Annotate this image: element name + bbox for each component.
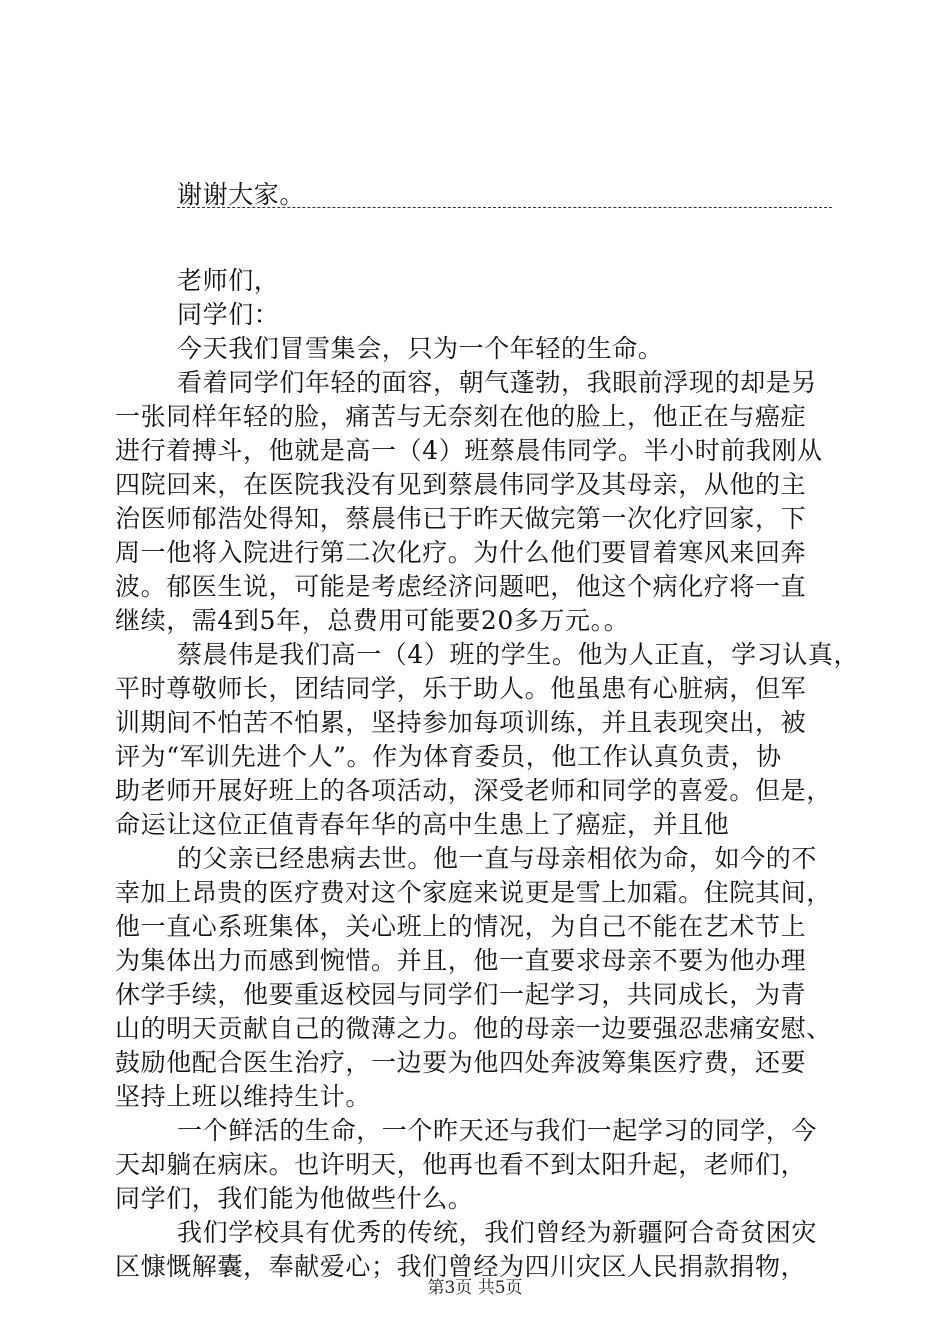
paragraph-line: 今天我们冒雪集会，只为一个年轻的生命。 [177, 334, 664, 363]
paragraph-line: 助老师开展好班上的各项活动，深受老师和同学的喜爱。但是， [115, 776, 832, 805]
paragraph-line: 区慷慨解囊，奉献爱心；我们曾经为四川灾区人民捐款捐物， [115, 1252, 807, 1281]
paragraph-line: 同学们，我们能为他做些什么。 [115, 1184, 474, 1213]
closing-line: 谢谢大家。 [177, 180, 306, 209]
paragraph-line: 训期间不怕苦不怕累，坚持参加每项训练，并且表现突出，被 [115, 708, 807, 737]
dashed-separator [177, 207, 832, 208]
paragraph-line: 他一直心系班集体，关心班上的情况，为自己不能在艺术节上 [115, 912, 807, 941]
paragraph-line: 蔡晨伟是我们高一（4）班的学生。他为人正直，学习认真， [177, 640, 860, 669]
paragraph-line: 命运让这位正值青春年华的高中生患上了癌症，并且他 [115, 810, 730, 839]
paragraph-line: 为集体出力而感到惋惜。并且，他一直要求母亲不要为他办理 [115, 946, 807, 975]
paragraph-line: 治医师郁浩处得知，蔡晨伟已于昨天做完第一次化疗回家，下 [115, 504, 807, 533]
paragraph-line: 看着同学们年轻的面容，朝气蓬勃，我眼前浮现的却是另 [177, 368, 818, 397]
paragraph-line: 周一他将入院进行第二次化疗。为什么他们要冒着寒风来回奔 [115, 538, 807, 567]
paragraph-line: 的父亲已经患病去世。他一直与母亲相依为命，如今的不 [177, 844, 818, 873]
salutation-teachers: 老师们， [177, 266, 280, 295]
paragraph-line: 四院回来，在医院我没有见到蔡晨伟同学及其母亲，从他的主 [115, 470, 807, 499]
paragraph-line: 天却躺在病床。也许明天，他再也看不到太阳升起，老师们， [115, 1150, 807, 1179]
paragraph-line: 坚持上班以维持生计。 [115, 1082, 372, 1111]
paragraph-line: 我们学校具有优秀的传统，我们曾经为新疆阿合奇贫困灾 [177, 1218, 818, 1247]
paragraph-line: 鼓励他配合医生治疗，一边要为他四处奔波筹集医疗费，还要 [115, 1048, 807, 1077]
paragraph-line: 评为“军训先进个人”。作为体育委员，他工作认真负责，协 [115, 742, 782, 771]
paragraph-line: 一张同样年轻的脸，痛苦与无奈刻在他的脸上，他正在与癌症 [115, 402, 807, 431]
paragraph-line: 继续，需4到5年，总费用可能要20多万元。。 [115, 606, 630, 635]
paragraph-line: 一个鲜活的生命，一个昨天还与我们一起学习的同学，今 [177, 1116, 818, 1145]
paragraph-line: 幸加上昂贵的医疗费对这个家庭来说更是雪上加霜。住院其间， [115, 878, 832, 907]
paragraph-line: 波。郁医生说，可能是考虑经济问题吧，他这个病化疗将一直 [115, 572, 807, 601]
salutation-students: 同学们： [177, 300, 280, 329]
paragraph-line: 山的明天贡献自己的微薄之力。他的母亲一边要强忍悲痛安慰、 [115, 1014, 832, 1043]
paragraph-line: 休学手续，他要重返校园与同学们一起学习，共同成长，为青 [115, 980, 807, 1009]
page-footer: 第3页 共5页 [427, 1278, 523, 1298]
paragraph-line: 平时尊敬师长，团结同学，乐于助人。他虽患有心脏病，但军 [115, 674, 807, 703]
paragraph-line: 进行着搏斗，他就是高一（4）班蔡晨伟同学。半小时前我刚从 [115, 436, 823, 465]
